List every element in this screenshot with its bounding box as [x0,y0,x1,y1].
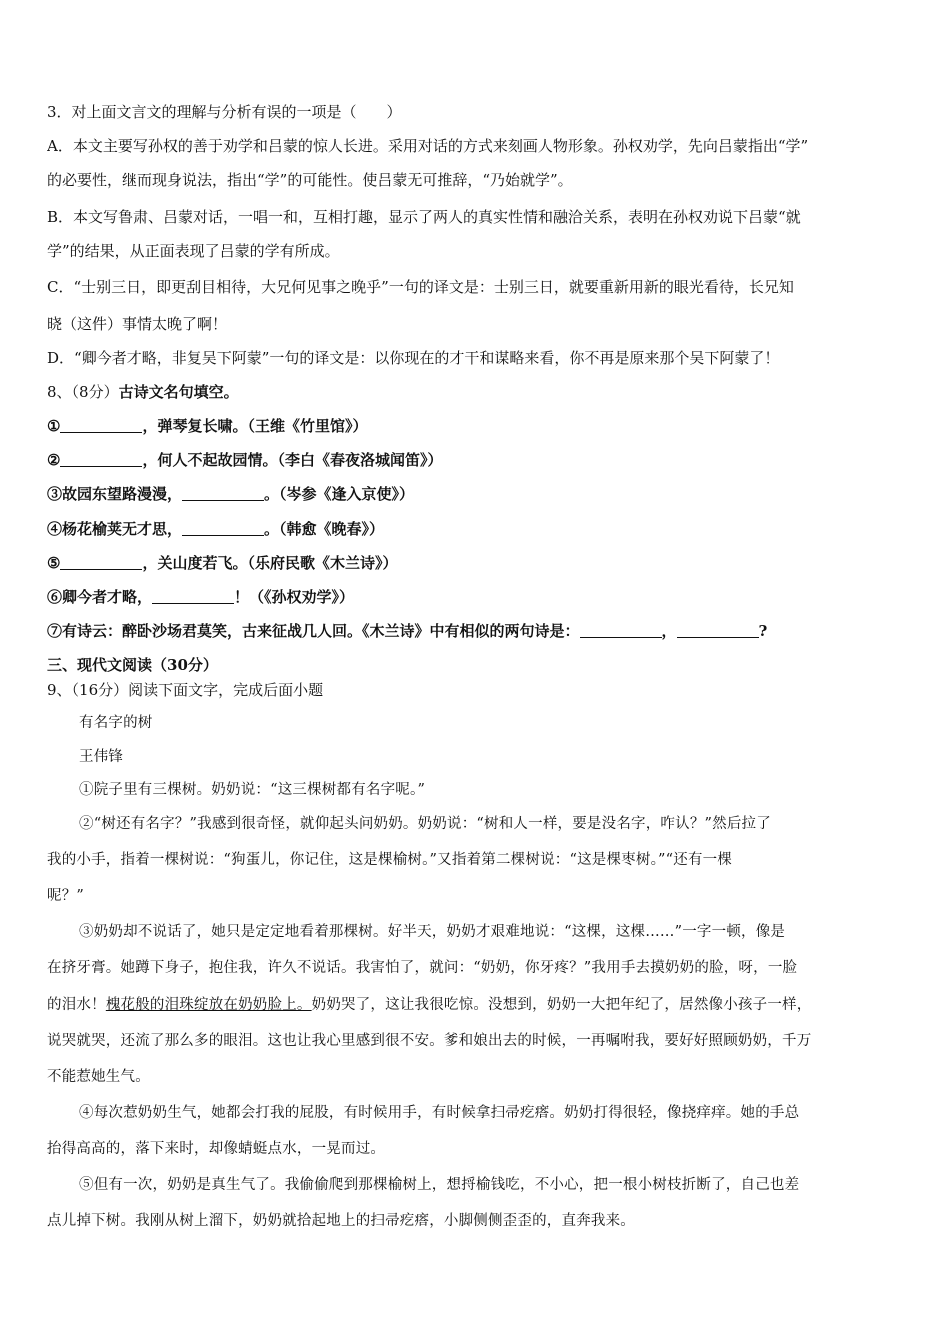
q3-option-b-line2: 学”的结果，从正面表现了吕蒙的学有所成。 [47,242,340,260]
q8-item-1 [47,415,907,437]
passage-para-4-line1: ④每次惹奶奶生气，她都会打我的屁股，有时候用手，有时候拿扫帚疙瘩。奶奶打得很轻，像挠痒痒。她的手总 [79,1105,800,1121]
passage-para-3-line3 [47,994,907,1016]
fill-blank[interactable] [182,486,264,501]
q8-item-5-text: ，关山度若飞。（乐府民歌《木兰诗》） [142,554,398,572]
q3-option-a-line2: 的必要性，继而现身说法，指出“学”的可能性。使吕蒙无可推辞，“乃始就学”。 [47,171,573,189]
passage-para-2-line3: 呢？” [47,888,85,904]
q8-item-1-text: ，弹琴复长啸。（王维《竹里馆》） [142,417,368,435]
passage-para-1: ①院子里有三棵树。奶奶说：“这三棵树都有名字呢。” [79,782,426,798]
q8-item-6-text-a: ⑥卿今者才略， [47,588,153,606]
q9-stem: 9、（16分）阅读下面文字，完成后面小题 [47,681,324,699]
q8-item-3-text-b: 。（岑参《逢入京使》） [264,485,415,503]
underlined-sentence: 槐花般的泪珠绽放在奶奶脸上。 [105,997,312,1013]
passage-title: 有名字的树 [79,715,153,731]
fill-blank[interactable] [580,623,662,638]
fill-blank[interactable] [60,555,142,570]
q8-stem [47,381,907,403]
q8-item-7-end: ? [758,622,768,640]
passage-para-2-line2: 我的小手，指着一棵树说：“狗蛋儿，你记住，这是棵榆树。”又指着第二棵树说：“这是棵枣树。”“还有一棵 [47,852,733,868]
fill-blank[interactable] [182,521,264,536]
fill-blank[interactable] [60,452,142,467]
q3-stem: 3．对上面文言文的理解与分析有误的一项是（ ） [47,103,402,121]
passage-para-3-text-b: 奶奶哭了，这让我很吃惊。没想到，奶奶一大把年纪了，居然像小孩子一样， [311,997,812,1013]
q8-stem-prefix: 8、（8分） [47,383,119,401]
q8-item-1-num: ① [47,417,61,435]
passage-para-2-line1: ②“树还有名字？”我感到很奇怪，就仰起头问奶奶。奶奶说：“树和人一样，要是没名字，咋认？”然后拉了 [79,816,771,832]
q8-item-7-comma: ， [661,622,677,640]
q8-stem-title: 古诗文名句填空。 [118,383,239,401]
passage-para-5-line1: ⑤但有一次，奶奶是真生气了。我偷偷爬到那棵榆树上，想捋榆钱吃，不小心，把一根小树枝折断了，自己也差 [79,1177,800,1193]
q3-option-b-line1: B．本文写鲁肃、吕蒙对话，一唱一和，互相打趣，显示了两人的真实性情和融洽关系，表明在孙权劝说下吕蒙“就 [47,208,801,226]
q8-item-3-text-a: ③故园东望路漫漫， [47,485,183,503]
q8-item-4-text-b: 。（韩愈《晚春》） [264,520,385,538]
passage-para-3-line2: 在挤牙膏。她蹲下身子，抱住我，许久不说话。我害怕了，就问：“奶奶，你牙疼？”我用手去摸奶奶的脸，呀，一脸 [47,960,798,976]
q8-item-6 [47,586,907,608]
fill-blank[interactable] [60,418,142,433]
fill-blank[interactable] [677,623,759,638]
q8-item-2 [47,449,907,471]
q8-item-7 [47,620,907,642]
q3-option-c-line1: C．“士别三日，即更刮目相待，大兄何见事之晚乎”一句的译文是：士别三日，就要重新用新的眼光看待，长兄知 [47,278,794,296]
q8-item-4-text-a: ④杨花榆荚无才思， [47,520,183,538]
passage-para-4-line2: 抬得高高的，落下来时，却像蜻蜓点水，一晃而过。 [47,1141,386,1157]
q8-item-5 [47,552,907,574]
q8-item-3 [47,483,907,505]
q8-item-2-text: ，何人不起故园情。（李白《春夜洛城闻笛》） [142,451,443,469]
fill-blank[interactable] [152,589,234,604]
passage-para-3-line5: 不能惹她生气。 [47,1069,150,1085]
q3-option-a-line1: A．本文主要写孙权的善于劝学和吕蒙的惊人长进。采用对话的方式来刻画人物形象。孙权劝学，先向吕蒙指出“学” [47,137,809,155]
q8-item-7-text-a: ⑦有诗云：醉卧沙场君莫笑，古来征战几人回。《木兰诗》中有相似的两句诗是： [47,622,580,640]
q8-item-5-num: ⑤ [47,554,61,572]
q8-item-4 [47,518,907,540]
passage-author: 王伟锋 [79,749,124,765]
q3-option-c-line2: 晓（这件）事情太晚了啊！ [47,315,228,333]
passage-para-5-line2: 点儿掉下树。我刚从树上溜下，奶奶就拾起地上的扫帚疙瘩，小脚侧侧歪歪的，直奔我来。 [47,1213,635,1229]
q3-option-d: D．“卿今者才略，非复吴下阿蒙”一句的译文是：以你现在的才干和谋略来看，你不再是原来那个吴下阿蒙了！ [47,349,780,367]
q8-item-6-text-b: ！（《孙权劝学》） [234,588,355,606]
section-3-heading: 三、现代文阅读（30分） [47,656,218,674]
passage-para-3-line1: ③奶奶却不说话了，她只是定定地看着那棵树。好半天，奶奶才艰难地说：“这棵，这棵……”一字一顿，像是 [79,924,786,940]
passage-para-3-line4: 说哭就哭，还流了那么多的眼泪。这也让我心里感到很不安。爹和娘出去的时候，一再嘱咐我，要好好照顾奶奶，千万 [47,1033,812,1049]
q8-item-2-num: ② [47,451,61,469]
passage-para-3-text-a: 的泪水！ [47,997,106,1013]
